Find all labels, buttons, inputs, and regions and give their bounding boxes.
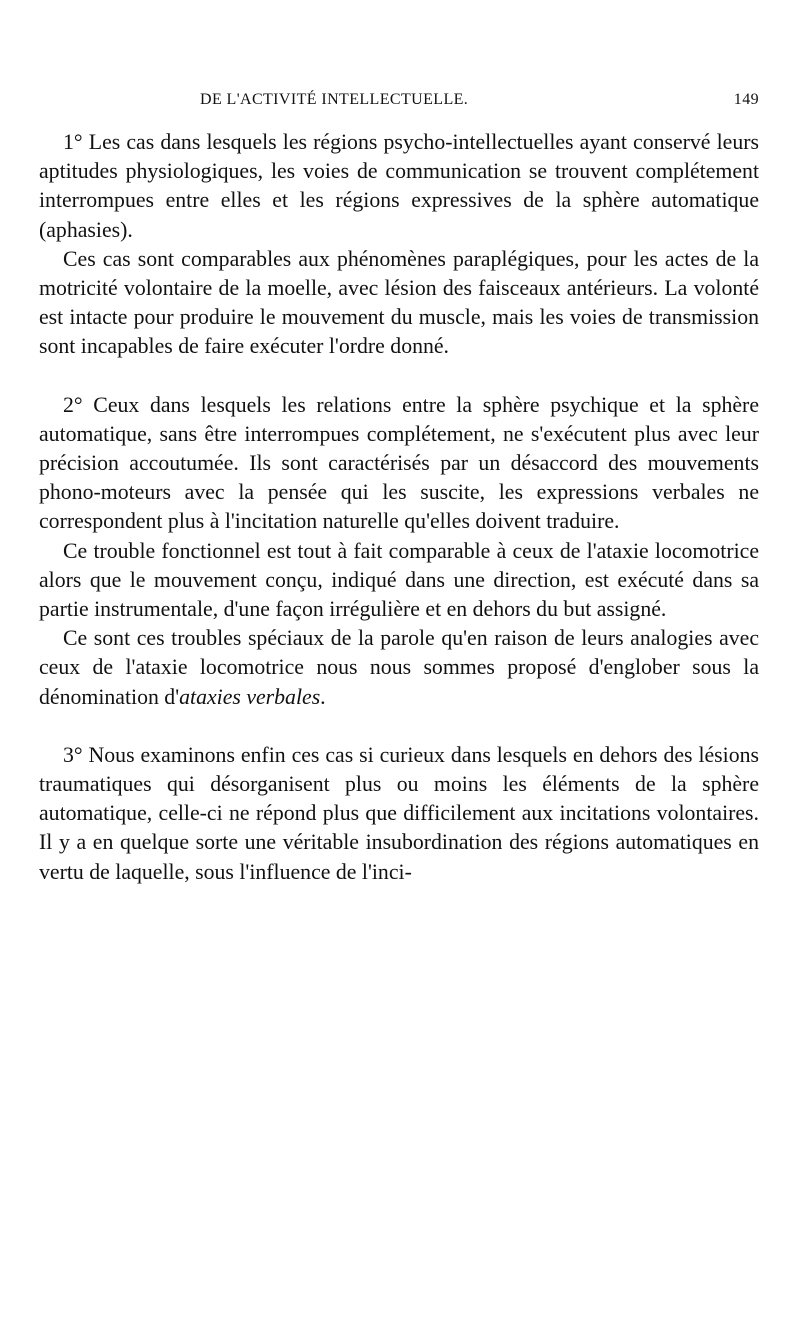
page-number: 149 <box>733 91 759 108</box>
paragraph-second-case: 2° Ceux dans lesquels les relations entre la sphère psychique et la sphère automatique, sans être interrompues complétement, ne s'exécutent plus avec leur précision accoutumée. Ils sont caractérisés par un désaccord des mouvements phono-moteurs avec la pensée qui les suscite, les expressions verbales ne correspondent plus à l'incitation naturelle qu'elles doivent traduire. <box>39 392 759 534</box>
paragraph-verbal-ataxia-text: Ce sont ces troubles spéciaux de la parole qu'en raison de leurs analogies avec ceux de l'ataxie locomotrice nous nous sommes proposé d'englober sous la dénomination d' <box>39 626 759 709</box>
body-text <box>39 128 759 887</box>
term-ataxies-verbales: ataxies verbales <box>179 684 321 709</box>
paragraph-third-case: 3° Nous examinons enfin ces cas si curieux dans lesquels en dehors des lésions traumatiques qui désorganisent plus ou moins les éléments de la sphère automatique, celle-ci ne répond plus que difficilement aux incitations volontaires. Il y a en quelque sorte une véritable insubordination des régions automatiques en vertu de laquelle, sous l'influence de l'inci- <box>39 742 759 884</box>
paragraph-aphasies: 1° Les cas dans lesquels les régions psycho-intellectuelles ayant conservé leurs aptitudes physiologiques, les voies de communication se trouvent complétement interrompues entre elles et les régions expressives de la sphère automatique (aphasies). <box>39 130 759 242</box>
running-head <box>0 91 801 113</box>
paragraph-paraplegic-comparison: Ces cas sont comparables aux phénomènes paraplégiques, pour les actes de la motricité volontaire de la moelle, avec lésion des faisceaux antérieurs. La volonté est intacte pour produire le mouvement du muscle, mais les voies de transmission sont incapables de faire exécuter l'ordre donné. <box>39 246 759 359</box>
paragraph-verbal-ataxia <box>39 624 759 712</box>
paragraph-verbal-ataxia-end: . <box>320 684 326 709</box>
paragraph-ataxia-comparison: Ce trouble fonctionnel est tout à fait comparable à ceux de l'ataxie locomotrice alors que le mouvement conçu, indiqué dans une direction, est exécuté dans sa partie instrumentale, d'une façon irrégulière et en dehors du but assigné. <box>39 538 759 622</box>
running-title: DE L'ACTIVITÉ INTELLECTUELLE. <box>200 91 469 108</box>
